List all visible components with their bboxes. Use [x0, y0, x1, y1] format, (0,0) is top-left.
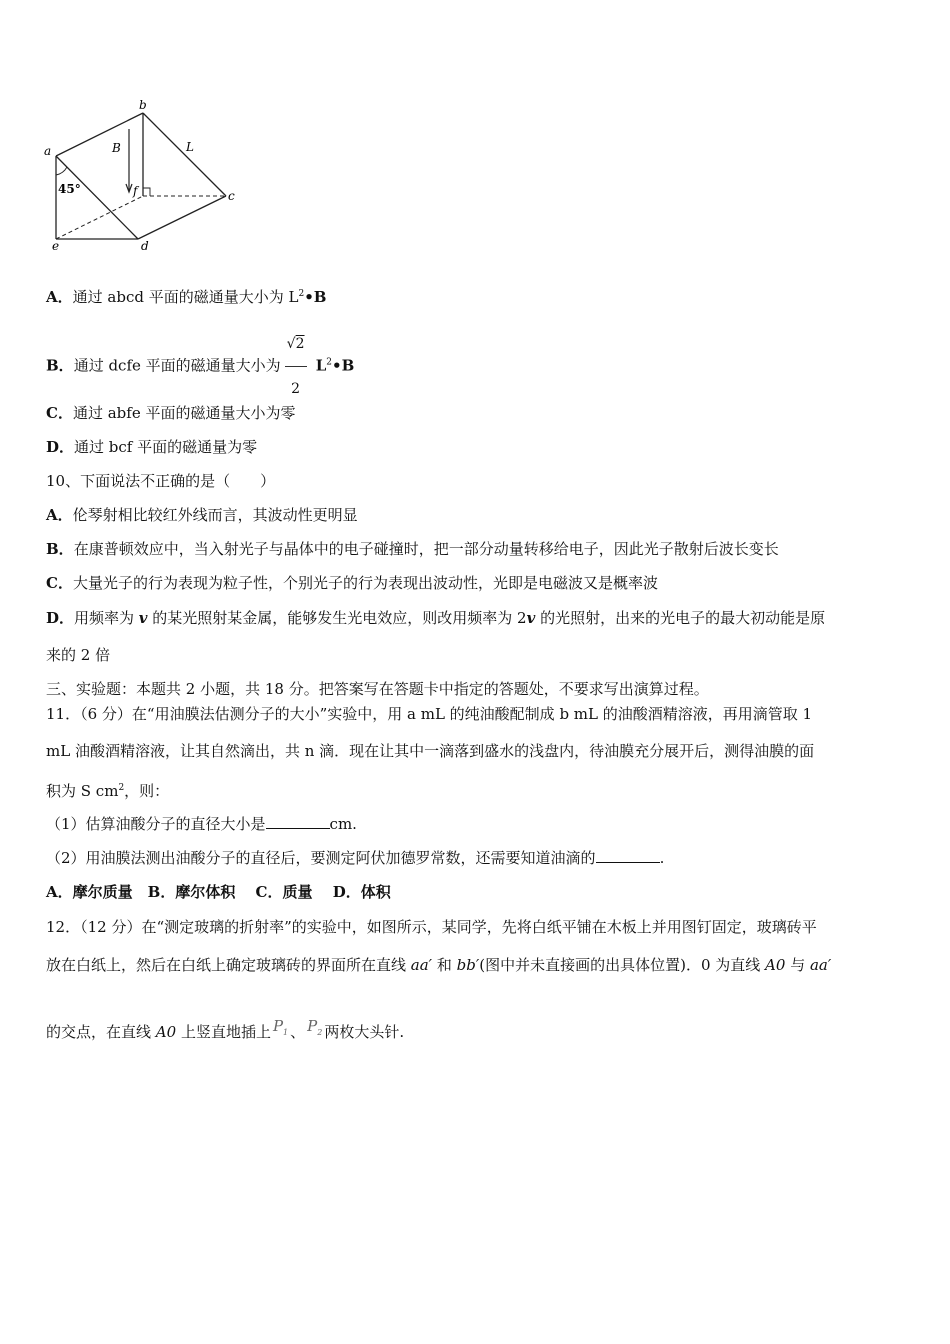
edge-c-d [138, 196, 226, 239]
label-B: B [112, 141, 121, 155]
q12-line-2: 放在白纸上，然后在白纸上确定玻璃砖的界面所在直线 aa′ 和 bb′(图中并未直接画的出具体位置)．0 为直线 A0 与 aa′ [46, 956, 832, 974]
q10-option-c: C．大量光子的行为表现为粒子性，个别光子的行为表现出波动性，光即是电磁波又是概率波 [46, 574, 658, 592]
answer-blank-2[interactable] [596, 848, 660, 863]
q9-option-a: A．通过 abcd 平面的磁通量大小为 $L^2•B$ [46, 288, 327, 306]
p2-symbol: $P_2$ [307, 1017, 323, 1037]
q12-line-1: 12．（12 分）在“测定玻璃的折射率”的实验中，如图所示，某同学，先将白纸平铺在木板上并用图钉固定，玻璃砖平 [46, 918, 817, 936]
q11-line-1: 11．（6 分）在“用油膜法估测分子的大小”实验中，用 a mL 的纯油酸配制成 b mL 的油酸酒精溶液，再用滴管取 1 [46, 705, 813, 723]
q9-option-d: D．通过 bcf 平面的磁通量为零 [46, 438, 258, 456]
label-a: a [44, 144, 52, 158]
edge-b-c [143, 113, 226, 196]
label-f: f [133, 184, 138, 198]
q10-option-d: D．用频率为 v 的某光照射某金属，能够发生光电效应，则改用频率为 2v 的光照射，出来的光电子的最大初动能是原 [46, 609, 826, 627]
edge-a-d [56, 156, 138, 239]
q10-option-b: B．在康普顿效应中，当入射光子与晶体中的电子碰撞时，把一部分动量转移给电子，因此光子散射后波长变长 [46, 540, 779, 558]
q10-option-a: A．伦琴射相比较红外线而言，其波动性更明显 [46, 506, 358, 524]
section-3-heading: 三、实验题：本题共 2 小题，共 18 分。把答案写在答题卡中指定的答题处，不要求写出演算过程。 [46, 680, 709, 698]
hidden-edge-e-f [56, 196, 143, 239]
label-e: e [52, 239, 60, 253]
q9-option-b: B．通过 dcfe 平面的磁通量大小为 $\frac{√2}{2}$ $L^2•B$ [46, 322, 354, 411]
q11-options: A．摩尔质量 B．摩尔体积 C．质量 D．体积 [46, 883, 391, 901]
edge-a-b [56, 113, 143, 156]
q11-sub-1: （1）估算油酸分子的直径大小是 cm. [46, 815, 357, 833]
label-c: c [228, 189, 235, 203]
q10-option-d-continued: 来的 2 倍 [46, 646, 111, 664]
label-b: b [139, 98, 147, 112]
label-d: d [141, 239, 149, 253]
q12-line-3: 的交点，在直线 A0 上竖直地插上 $P_1$ 、 $P_2$ 两枚大头针. [46, 1014, 404, 1045]
q11-sub-2: （2）用油膜法测出油酸分子的直径后，要测定阿伏加德罗常数，还需要知道油滴的 . [46, 849, 665, 867]
p1-symbol: $P_1$ [272, 1017, 289, 1037]
label-L: L [186, 140, 194, 154]
label-angle: 45° [58, 182, 81, 196]
sqrt2-over-2-fraction: $\frac{√2}{2}$ [285, 322, 307, 411]
q9-option-c: C．通过 abfe 平面的磁通量大小为零 [46, 404, 296, 422]
prism-figure [40, 95, 250, 255]
q10-stem: 10、下面说法不正确的是（ ） [46, 472, 276, 490]
q11-line-2: mL 油酸酒精溶液，让其自然滴出，共 n 滴．现在让其中一滴落到盛水的浅盘内，待油膜充分展开后，测得油膜的面 [46, 742, 815, 760]
q11-line-3: 积为 S $cm^2$，则： [46, 782, 170, 800]
answer-blank-1[interactable] [266, 814, 330, 829]
